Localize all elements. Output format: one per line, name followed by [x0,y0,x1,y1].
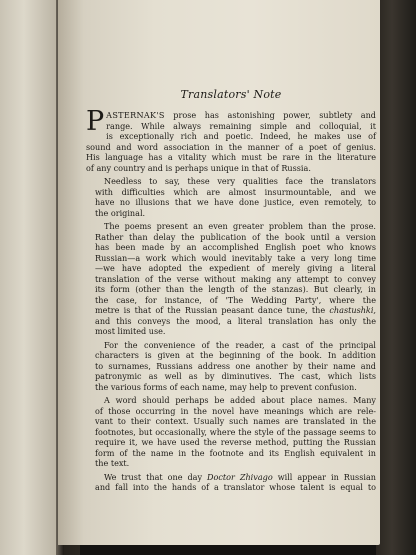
paragraph-4-line: For the convenience of the reader, a cast of the principal [104,339,376,350]
paragraph-1 [86,106,376,173]
book-page [58,0,380,545]
right-background [376,0,416,555]
paragraph-5-line: footnotes, but occasionally, where the style of the passage seems to [95,426,376,437]
paragraph-3-line: its form (other than the length of the stanzas). But clearly, in [95,284,376,294]
paragraph-6-line: and fall into the hands of a translator whose talent is equal to [95,482,376,492]
paragraph-4-line: characters is given at the beginning of the book. In addition [95,350,376,360]
paragraph-1-line: is exceptionally rich and poetic. Indeed, he makes use of [106,131,376,141]
paragraph-6 [86,472,376,493]
paragraph-3-line: and this conveys the mood, a literal translation has only the [95,315,376,326]
italic-word: chastushki, [329,305,376,315]
paragraph-5-line: form of the name in the footnote and its English equivalent in [95,447,376,458]
paragraph-3-line: the case, for instance, of 'The Wedding Party', where the [95,294,376,305]
paragraph-5-line: vant to their context. Usually such names are translated in the [95,416,376,426]
paragraph-2-line: the original. [95,207,146,218]
paragraph-4-line: to surnames, Russians address one another by their name and [95,360,376,371]
paragraph-6-line: We trust that one day Doctor Zhivago will appear in Russian [104,471,376,482]
paragraph-4-line: the various forms of each name, may help to prevent confusion. [95,381,357,392]
paragraph-3-line: most limited use. [95,326,166,336]
paragraph-5-line: of those occurring in the novel have meanings which are rele- [95,405,376,416]
paragraph-3 [86,221,376,337]
paragraph-3-line: —we have adopted the expedient of merely giving a literal [95,263,376,273]
paragraph-2-line: have no illusions that we have done justice, even remotely, to [95,197,376,207]
paragraph-5-line: require it, we have used the reverse method, putting the Russian [95,437,376,447]
paragraph-1-line: His language has a vitality which must be rare in the literature [86,152,376,162]
paragraph-2 [86,176,376,218]
paragraph-5 [86,395,376,469]
paragraph-2-line: with difficulties which are almost insurmountable, and we [95,186,376,197]
page-title: Translators' Note [180,88,282,101]
paragraph-3-line: Russian—a work which would inevitably take a very long time [95,252,376,263]
paragraph-1-line: sound and word association in the manner of a poet of genius. [86,141,376,152]
paragraph-4 [86,340,376,393]
paragraph-1-line: range. While always remaining simple and colloquial, it [106,120,376,131]
paragraph-1-line: of any country and is perhaps unique in that of Russia. [86,162,311,173]
drop-cap: P [86,106,105,137]
paragraph-3-line: The poems present an even greater problem than the prose. [104,221,376,231]
book-title-italic: Doctor Zhivago [207,471,273,482]
paragraph-1-line: ASTERNAK'S prose has astonishing power, subtlety and [106,110,376,120]
paragraph-5-line: A word should perhaps be added about place names. Many [104,395,376,405]
lead-word: ASTERNAK'S [106,110,165,120]
paragraph-4-line: patronymic as well as by diminutives. The cast, which lists [95,371,376,381]
left-page-edge [0,0,60,555]
paragraph-5-line: the text. [95,458,130,468]
paragraph-3-line: Rather than delay the publication of the book until a version [95,231,376,242]
paragraph-3-line: metre is that of the Russian peasant dance tune, the chastushki, [95,305,376,315]
paragraph-2-line: Needless to say, these very qualities face the translators [104,176,376,186]
paragraph-3-line: has been made by an accomplished English poet who knows [95,242,376,252]
paragraph-3-line: translation of the verse without making any attempt to convey [95,273,376,284]
page-content [86,88,376,493]
